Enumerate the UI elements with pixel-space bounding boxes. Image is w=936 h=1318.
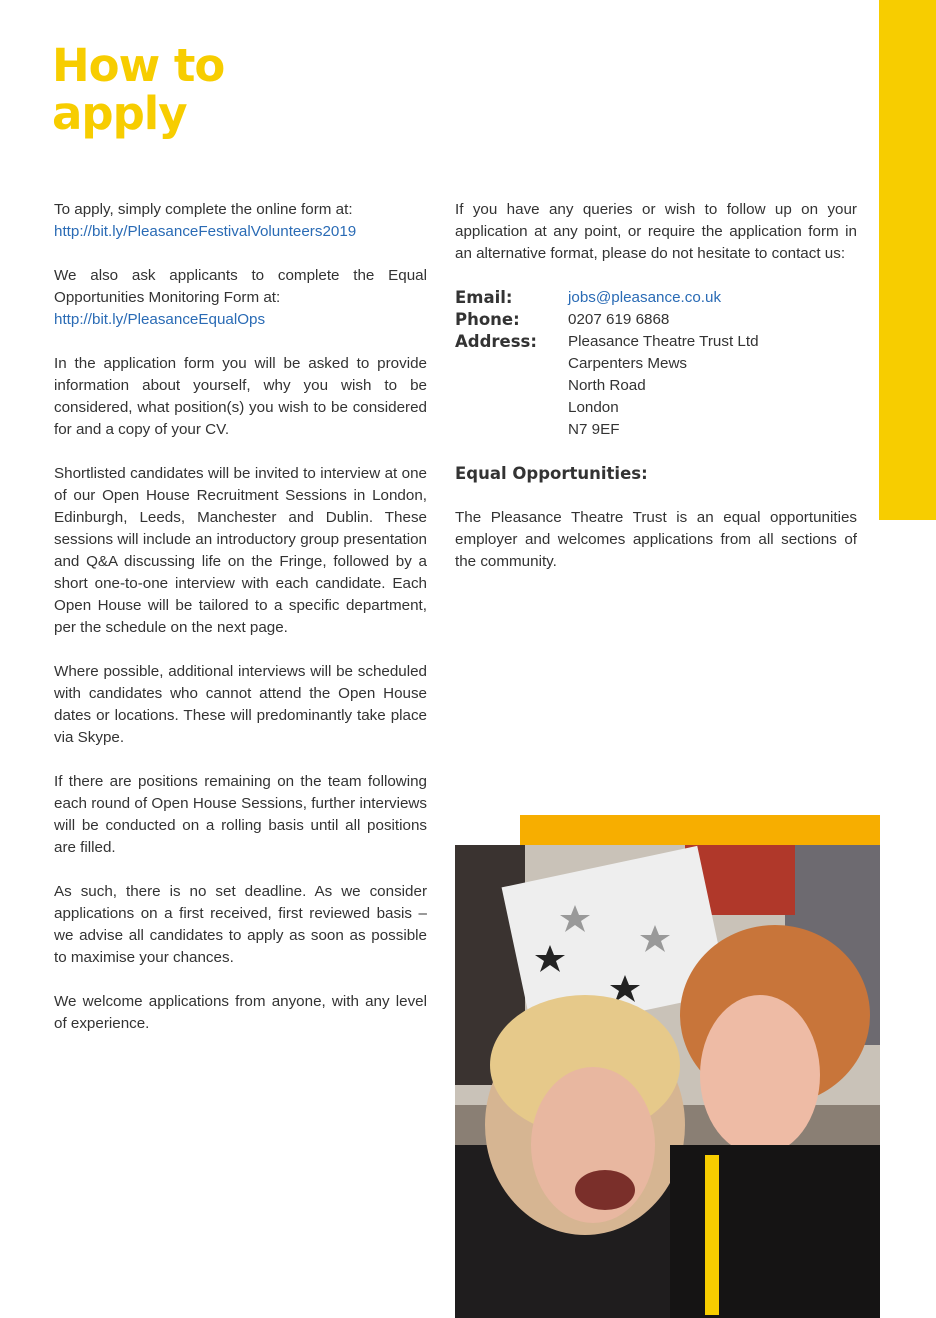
- address-line: N7 9EF: [568, 421, 620, 438]
- equal-opportunities-heading: Equal Opportunities:: [455, 464, 648, 483]
- email-link[interactable]: jobs@pleasance.co.uk: [568, 289, 722, 306]
- rolling-basis-paragraph: If there are positions remaining on the team following each round of Open House Sessions, further interviews will be conducted on a rolling basis until all positions are filled.: [54, 773, 427, 856]
- contact-details: [455, 287, 857, 441]
- application-form-link[interactable]: http://bit.ly/PleasanceFestivalVolunteers2019: [54, 223, 357, 240]
- phone-label: Phone:: [455, 310, 520, 329]
- volunteers-photo: [455, 845, 880, 1318]
- email-label: Email:: [455, 288, 513, 307]
- equal-ops-paragraph: We also ask applicants to complete the Equal Opportunities Monitoring Form at: http://bit.ly/PleasanceEqualOps: [54, 265, 427, 331]
- phone-value: 0207 619 6868: [568, 311, 670, 328]
- photo-accent-strip: [520, 815, 880, 847]
- address-line: London: [568, 399, 619, 416]
- additional-interviews-paragraph: Where possible, additional interviews will be scheduled with candidates who cannot attend the Open House dates or locations. These will predominantly take place via Skype.: [54, 663, 427, 746]
- application-info-paragraph: In the application form you will be asked to provide information about yourself, why you wish to be considered, what position(s) you wish to be considered for and a copy of your CV.: [54, 355, 427, 438]
- address-line: Pleasance Theatre Trust Ltd: [568, 333, 759, 350]
- address-label: Address:: [455, 332, 537, 351]
- page-title: How to apply: [52, 39, 225, 140]
- address-line: North Road: [568, 377, 646, 394]
- equal-opportunities-text: The Pleasance Theatre Trust is an equal opportunities employer and welcomes applications from all sections of the community.: [455, 509, 857, 570]
- right-column: [455, 199, 857, 595]
- open-house-paragraph: Shortlisted candidates will be invited to interview at one of our Open House Recruitment Sessions in London, Edinburgh, Leeds, Manchester and Dublin. These sessions will include an introductory group presentation and Q&A discussing life on the Fringe, followed by a short one-to-one interview with each candidate. Each Open House will be tailored to a specific department, per the schedule on the next page.: [54, 465, 427, 636]
- left-column: [54, 199, 427, 1057]
- photo-illustration: [455, 845, 880, 1318]
- welcome-paragraph: We welcome applications from anyone, with any level of experience.: [54, 993, 427, 1032]
- contact-intro: If you have any queries or wish to follow up on your application at any point, or require the application form in an alternative format, please do not hesitate to contact us:: [455, 201, 857, 262]
- deadline-paragraph: As such, there is no set deadline. As we consider applications on a first received, first reviewed basis – we advise all candidates to apply as soon as possible to maximise your chances.: [54, 883, 427, 966]
- address-value: [568, 331, 857, 441]
- decorative-yellow-bar: [879, 0, 936, 520]
- address-line: Carpenters Mews: [568, 355, 688, 372]
- equal-ops-form-link[interactable]: http://bit.ly/PleasanceEqualOps: [54, 311, 266, 328]
- apply-paragraph: To apply, simply complete the online form at: http://bit.ly/PleasanceFestivalVolunteers2019: [54, 199, 427, 243]
